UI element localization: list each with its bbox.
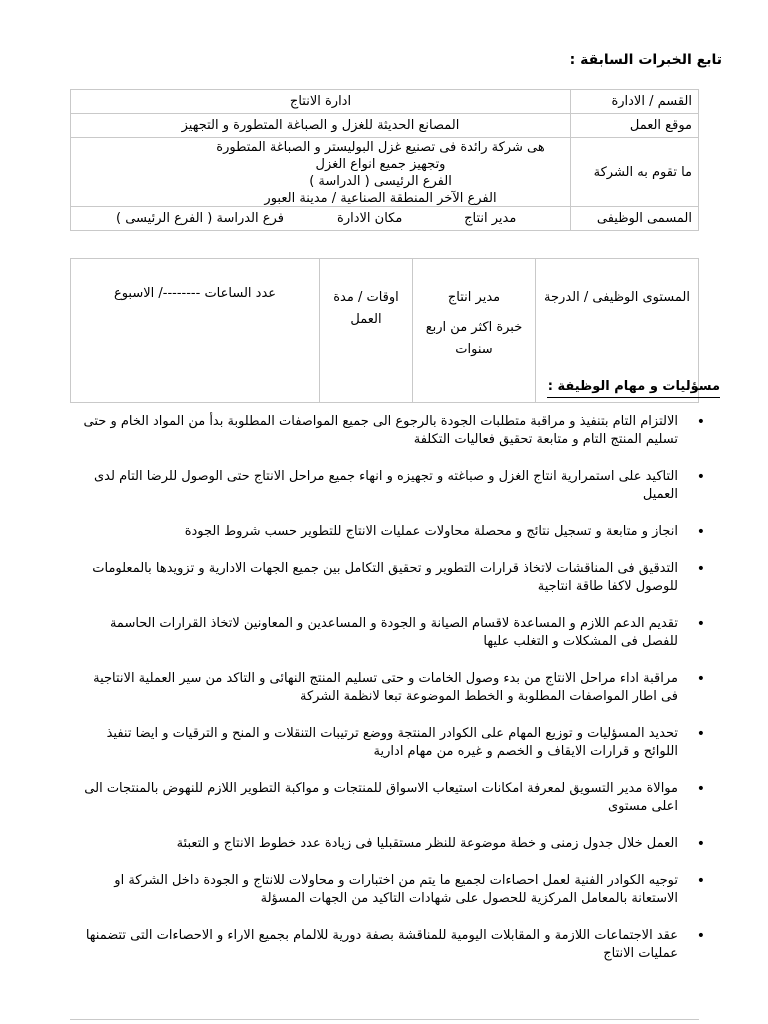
experience-duration: خبرة اكثر من اربع سنوات bbox=[425, 320, 523, 357]
admin-location-label: مكان الادارة bbox=[337, 211, 403, 226]
activity-line: هى شركة رائدة فى تصنيع غزل البوليستر و الصباغة المتطورة وتجهيز جميع انواع الغزل bbox=[216, 140, 545, 172]
job-title-value: مدير انتاج bbox=[464, 211, 517, 226]
activity-line: الفرع الآخر المنطقة الصناعية / مدينة العبور bbox=[264, 191, 497, 205]
list-item: • الالتزام التام بتنفيذ و مراقبة متطلبات الجودة بالرجوع الى جميع المواصفات المطلوبة بدأ من المواد الخام و حتى تسليم المنتج التام و متابعة تحقيق فعاليات التكلفة bbox=[78, 413, 678, 449]
job-level-value: مدير انتاج bbox=[447, 290, 501, 305]
company-activity-text bbox=[77, 139, 564, 205]
activity-line: الفرع الرئيسى ( الدراسة ) bbox=[309, 174, 452, 189]
company-activity-label: ما تقوم به الشركة bbox=[571, 138, 699, 207]
department-value: ادارة الانتاج bbox=[71, 90, 571, 114]
list-item: • تقديم الدعم اللازم و المساعدة لاقسام الصيانة و الجودة و المساعدين و المعاونين لاتخاذ القرارات الحاسمة للفصل فى المشكلات و التغلب عليها bbox=[78, 615, 678, 651]
company-activity-cell bbox=[71, 138, 571, 207]
list-item: • موالاة مدير التسويق لمعرفة امكانات استيعاب الاسواق للمنتجات و مواكبة التطوير اللازم للنهوض بالمنتجات الى اعلى مستوى bbox=[78, 780, 678, 816]
list-item: • عقد الاجتماعات اللازمة و المقابلات اليومية للمناقشة بصفة دورية للالمام بجميع الاراء و الاحصاءات التى تتضمنها عمليات الانتاج bbox=[78, 927, 678, 963]
list-item: • العمل خلال جدول زمنى و خطة موضوعة للنظر مستقبليا فى زيادة عدد خطوط الانتاج و التعبئة bbox=[78, 835, 678, 853]
job-title-label: المسمى الوظيفى bbox=[571, 207, 699, 231]
admin-location-value: فرع الدراسة ( الفرع الرئيسى ) bbox=[116, 211, 284, 226]
workplace-value: المصانع الحديثة للغزل و الصباغة المتطورة و التجهيز bbox=[71, 114, 571, 138]
work-hours-value: عدد الساعات --------/ الاسبوع bbox=[71, 259, 320, 403]
responsibilities-list bbox=[78, 413, 678, 982]
list-item: • التاكيد على استمرارية انتاج الغزل و صباغته و تجهيزه و انهاء جميع مراحل الانتاج حتى الوصول للرضا التام لدى العميل bbox=[78, 468, 678, 504]
job-level-label: المستوى الوظيفى / الدرجة bbox=[536, 259, 699, 403]
list-item: • انجاز و متابعة و تسجيل نتائج و محصلة محاولات عمليات الانتاج للتطوير حسب شروط الجودة bbox=[78, 523, 678, 541]
responsibilities-heading: مسؤليات و مهام الوظيفة : bbox=[547, 379, 720, 398]
list-item: • توجيه الكوادر الفنية لعمل احصاءات لجميع ما يتم من اختبارات و محاولات للانتاج و الجودة داخل الشركة او الاستعانة بالمعامل المركزية للحصول على شهادات التاكيد من الجهات المسؤلة bbox=[78, 872, 678, 908]
page-bottom-rule bbox=[70, 1019, 699, 1020]
department-label: القسم / الادارة bbox=[571, 90, 699, 114]
job-title-cell bbox=[71, 207, 571, 231]
experience-table bbox=[70, 89, 699, 231]
page-title: تابع الخبرات السابقة : bbox=[569, 52, 722, 68]
workplace-label: موقع العمل bbox=[571, 114, 699, 138]
list-item: • تحديد المسؤليات و توزيع المهام على الكوادر المنتجة ووضع ترتيبات التنقلات و المنح و الترقيات و ايضا تنفيذ اللوائح و قرارات الايقاف و الخصم و غيره من مهام ادارية bbox=[78, 725, 678, 761]
list-item: • التدقيق فى المناقشات لاتخاذ قرارات التطوير و تحقيق التكامل بين جميع الجهات الادارية و تزويدها بالمعلومات للوصول لاكفا طاقة انتاجية bbox=[78, 560, 678, 596]
list-item: • مراقبة اداء مراحل الانتاج من بدء وصول الخامات و حتى تسليم المنتج النهائى و التاكد من سير العملية الانتاجية فى اطار المواصفات المطلوبة و الخطط الموضوعة تبعا لانظمة الشركة bbox=[78, 670, 678, 706]
job-level-cell bbox=[413, 259, 536, 403]
work-hours-label: اوقات / مدة العمل bbox=[320, 259, 413, 403]
